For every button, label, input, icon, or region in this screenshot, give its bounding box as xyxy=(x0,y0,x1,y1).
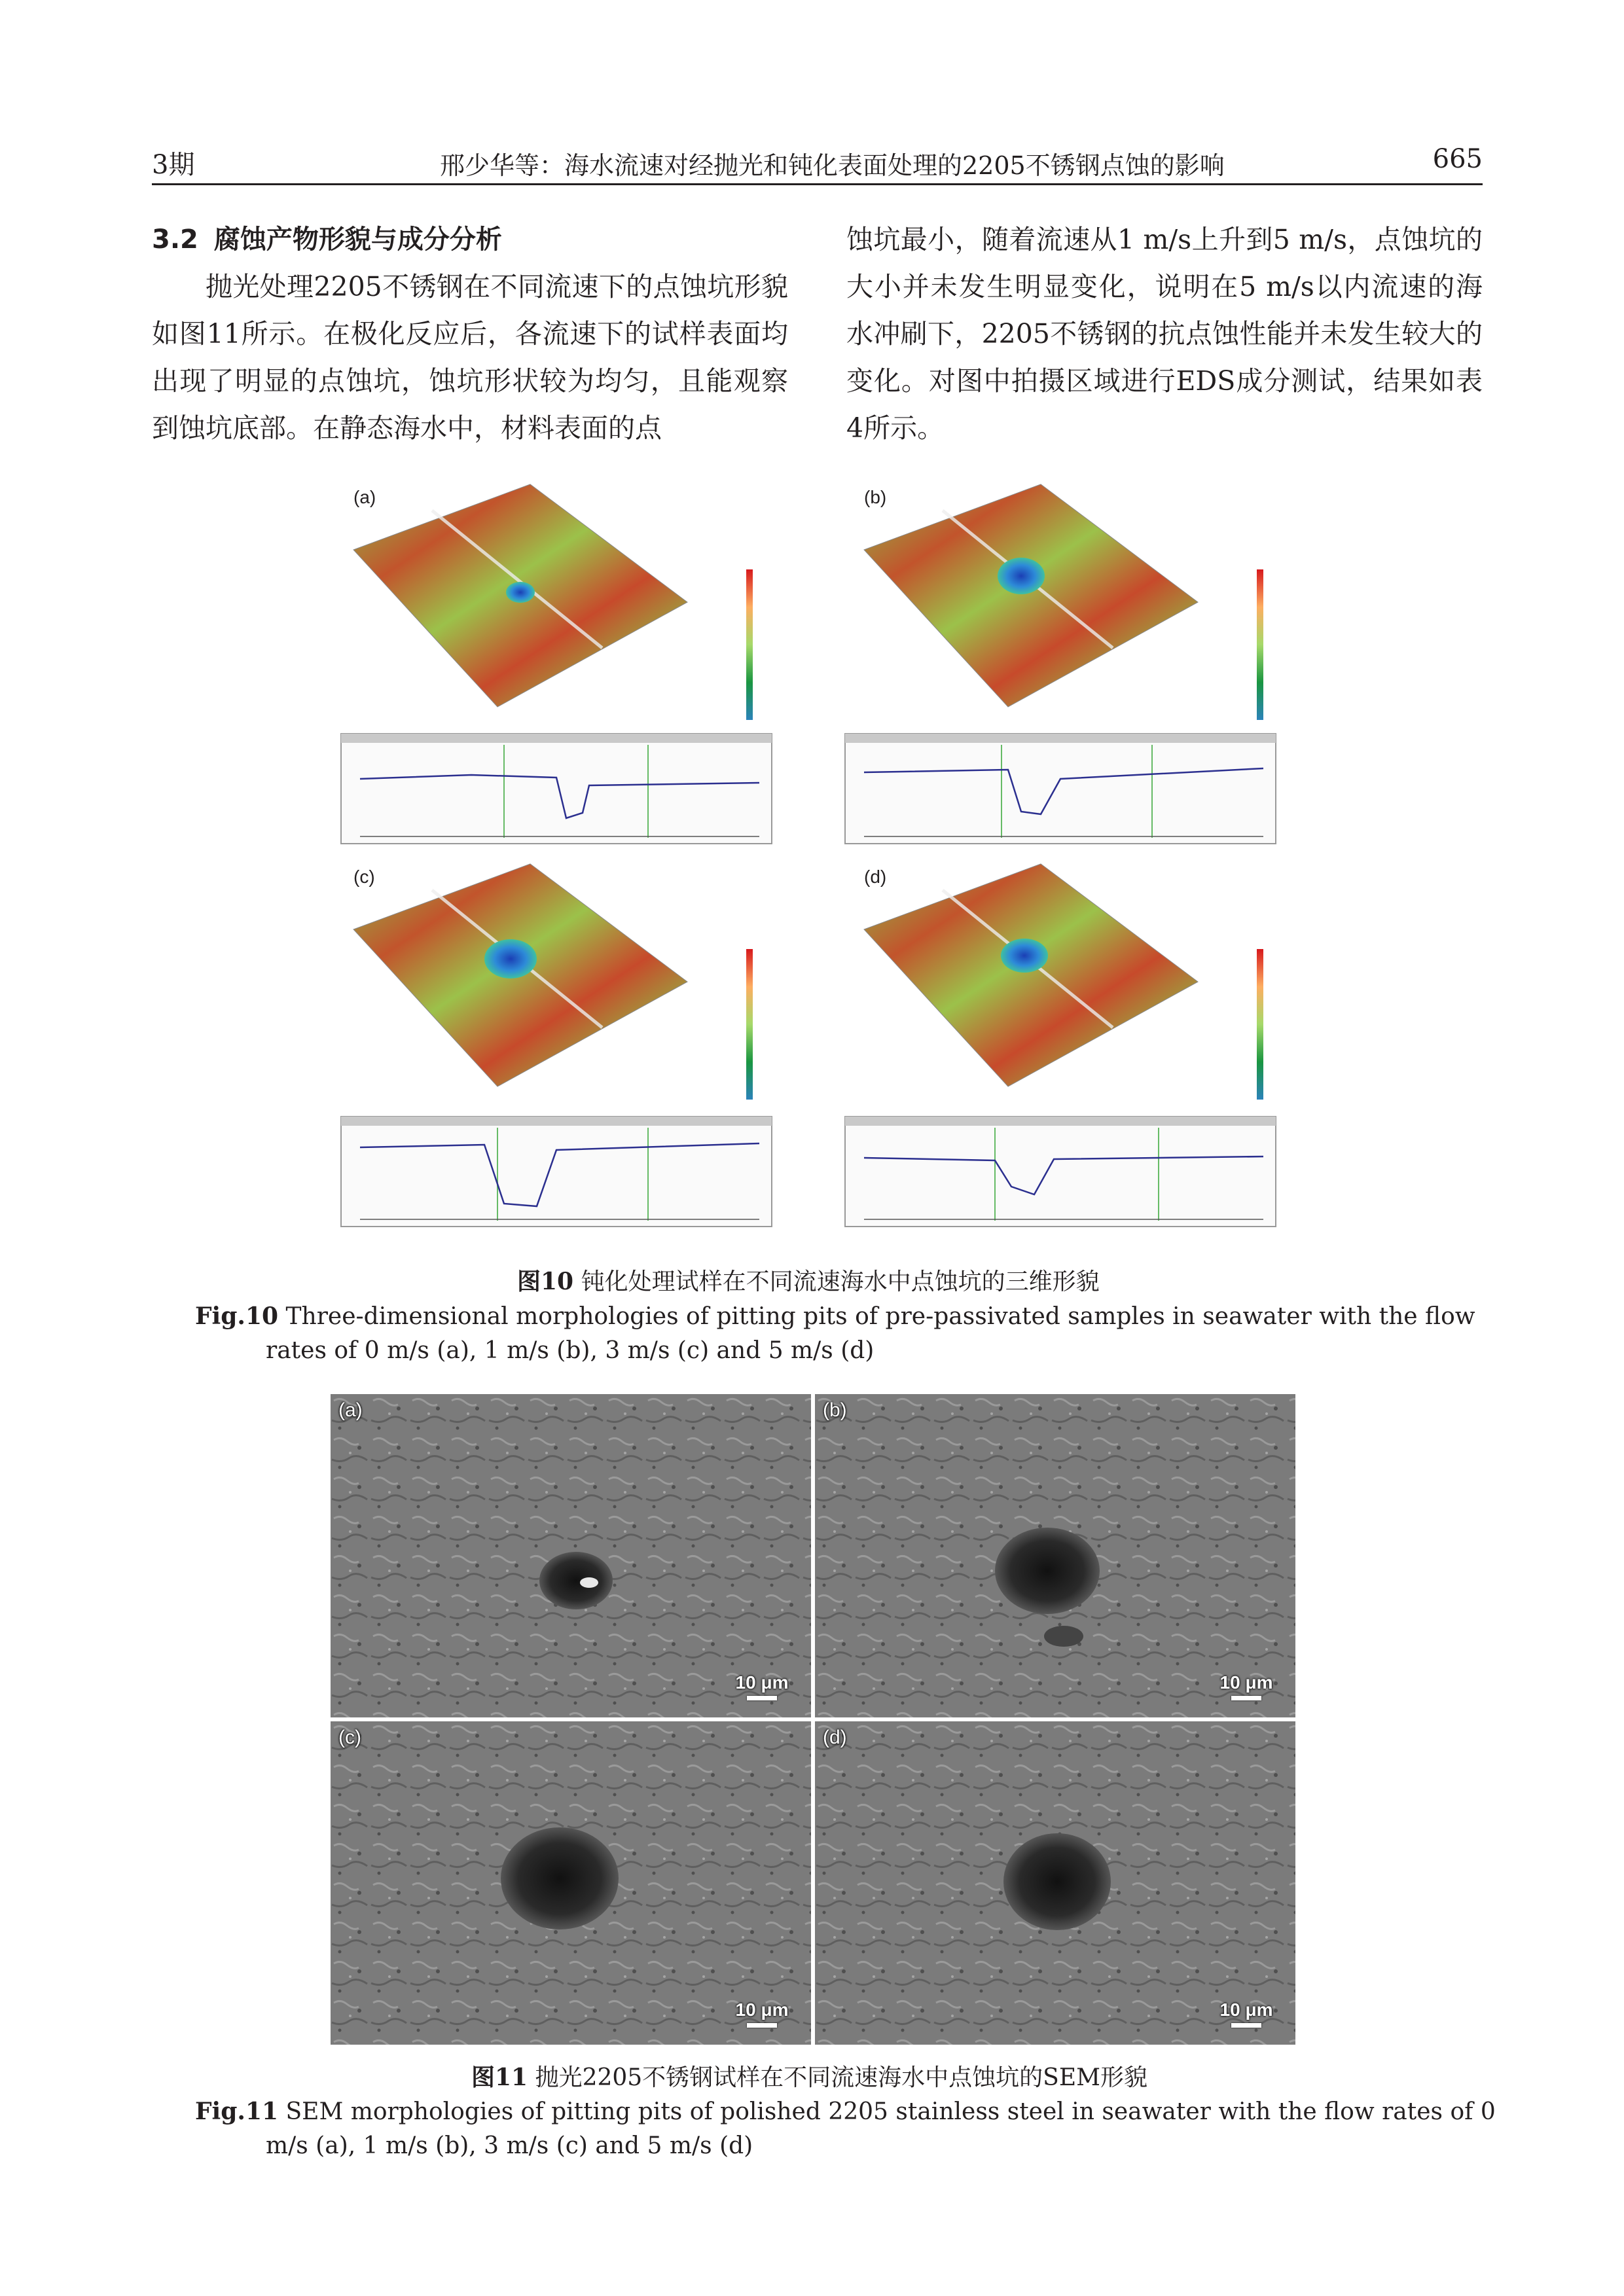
fig10-caption-cn-label: 图10 xyxy=(517,1268,574,1295)
page-number: 665 xyxy=(1432,144,1483,174)
paragraph-left: 抛光处理2205不锈钢在不同流速下的点蚀坑形貌如图11所示。在极化反应后，各流速下的试样表面均出现了明显的点蚀坑，蚀坑形状较为均匀，且能观察到蚀坑底部。在静态海水中，材料表面的点 xyxy=(152,271,788,444)
profile-plot-c xyxy=(340,1116,772,1227)
body-column-right xyxy=(846,216,1483,452)
sem-panel-a xyxy=(331,1394,811,1717)
running-title: 邢少华等：海水流速对经抛光和钝化表面处理的2205不锈钢点蚀的影响 xyxy=(440,151,1225,180)
running-header xyxy=(152,137,1483,183)
scale-bar-c-line xyxy=(747,2023,777,2028)
scale-bar-c-text: 10 μm xyxy=(735,2000,789,2020)
scale-bar-b-text: 10 μm xyxy=(1219,1672,1273,1693)
fig11-caption-cn-text: 抛光2205不锈钢试样在不同流速海水中点蚀坑的SEM形貌 xyxy=(535,2064,1147,2091)
fig11-label-b: (b) xyxy=(823,1399,847,1421)
scale-bar-b-line xyxy=(1231,1696,1261,1700)
paragraph-right: 蚀坑最小，随着流速从1 m/s上升到5 m/s，点蚀坑的大小并未发生明显变化，说明在5 m/s以内流速的海水冲刷下，2205不锈钢的抗点蚀性能并未发生较大的变化。对图中拍摄区域进行EDS成分测试，结果如表4所示。 xyxy=(846,224,1483,444)
fig11-caption-en-label: Fig.11 xyxy=(195,2098,279,2125)
profile-plot-a xyxy=(340,733,772,844)
sem-panel-d xyxy=(815,1721,1295,2045)
fig10-label-c: (c) xyxy=(353,867,375,887)
body-column-left xyxy=(152,216,788,452)
section-title: 腐蚀产物形貌与成分分析 xyxy=(213,224,502,255)
scale-bar-a-line xyxy=(747,1696,777,1700)
scale-bar-d-text: 10 μm xyxy=(1219,2000,1273,2020)
fig11-caption-cn xyxy=(471,2060,1147,2095)
figure-11 xyxy=(331,1394,1299,2049)
scale-bar-c xyxy=(732,2000,791,2028)
fig11-caption-en-text: SEM morphologies of pitting pits of polished 2205 stainless steel in seawater with the flow rates of 0 m/s (a), 1 m/s (b), 3 m/s (c) and 5 m/s (d) xyxy=(266,2098,1496,2159)
fig10-caption-en xyxy=(195,1299,1523,1368)
header-rule xyxy=(152,183,1483,185)
fig10-label-a: (a) xyxy=(353,487,376,507)
fig11-caption-en xyxy=(195,2094,1523,2163)
fig10-label-b: (b) xyxy=(864,487,887,507)
fig10-label-d: (d) xyxy=(864,867,887,887)
3d-panel-d xyxy=(844,851,1276,1113)
issue-number: 3期 xyxy=(152,150,195,180)
section-number: 3.2 xyxy=(152,224,198,255)
fig11-label-d: (d) xyxy=(823,1727,847,1748)
sem-panel-b xyxy=(815,1394,1295,1717)
scale-bar-a xyxy=(732,1672,791,1700)
figure-10 xyxy=(334,471,1303,1257)
3d-panel-b xyxy=(844,471,1276,733)
fig10-caption-cn-text: 钝化处理试样在不同流速海水中点蚀坑的三维形貌 xyxy=(581,1268,1100,1295)
profile-plot-d xyxy=(844,1116,1276,1227)
fig11-caption-cn-label: 图11 xyxy=(471,2064,528,2091)
fig10-caption-en-text: Three-dimensional morphologies of pitting pits of pre-passivated samples in seawater with the flow rates of 0 m/s (a), 1 m/s (b), 3 m/s (c) and 5 m/s (d) xyxy=(266,1303,1475,1364)
scale-bar-d-line xyxy=(1231,2023,1261,2028)
sem-panel-c xyxy=(331,1721,811,2045)
3d-panel-a xyxy=(334,471,766,733)
fig10-caption-en-label: Fig.10 xyxy=(195,1302,279,1330)
scale-bar-b xyxy=(1217,1672,1276,1700)
fig11-label-a: (a) xyxy=(338,1399,363,1421)
scale-bar-a-text: 10 μm xyxy=(735,1672,789,1693)
section-heading xyxy=(152,216,788,263)
profile-plot-b xyxy=(844,733,1276,844)
fig10-caption-cn xyxy=(517,1265,1100,1299)
scale-bar-d xyxy=(1217,2000,1276,2028)
3d-panel-c xyxy=(334,851,766,1113)
fig11-label-c: (c) xyxy=(338,1727,361,1748)
